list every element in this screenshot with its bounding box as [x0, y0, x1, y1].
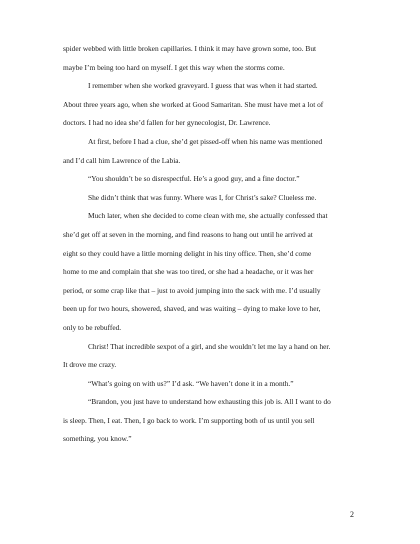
text-line: “You shouldn’t be so disrespectful. He’s a good guy, and a fine doctor.”: [88, 174, 300, 184]
text-line: Christ! That incredible sexpot of a girl, and she wouldn’t let me lay a hand on her.: [88, 341, 331, 351]
page-number: 2: [350, 510, 354, 519]
text-line: “Brandon, you just have to understand how exhausting this job is. All I want to do: [88, 397, 331, 407]
text-line: and I’d call him Lawrence of the Labia.: [63, 155, 181, 165]
text-line: maybe I’m being too hard on myself. I get this way when the storms come.: [63, 62, 285, 72]
text-line: she’d get off at seven in the morning, and find reasons to hang out until he arrived at: [63, 229, 313, 239]
text-line: About three years ago, when she worked at Good Samaritan. She must have met a lot of: [63, 99, 324, 109]
text-line: period, or some crap like that – just to avoid jumping into the sack with me. I’d usually: [63, 285, 321, 295]
text-line: only to be rebuffed.: [63, 322, 122, 332]
text-line: Much later, when she decided to come clean with me, she actually confessed that: [88, 211, 328, 221]
text-line: eight so they could have a little morning delight in his tiny office. Then, she’d come: [63, 248, 312, 258]
text-line: She didn’t think that was funny. Where was I, for Christ’s sake? Clueless me.: [88, 192, 317, 202]
text-line: something, you know.”: [63, 434, 132, 444]
text-line: home to me and complain that she was too tired, or she had a headache, or it was her: [63, 267, 314, 277]
text-line: At first, before I had a clue, she’d get pissed-off when his name was mentioned: [88, 136, 323, 146]
text-line: doctors. I had no idea she’d fallen for her gynecologist, Dr. Lawrence.: [63, 118, 271, 128]
text-line: is sleep. Then, I eat. Then, I go back to work. I’m supporting both of us until you sell: [63, 415, 315, 425]
text-line: It drove me crazy.: [63, 360, 117, 370]
text-line: been up for two hours, showered, shaved, and was waiting – dying to make love to her,: [63, 304, 321, 314]
text-line: “What’s going on with us?” I’d ask. “We haven’t done it in a month.”: [88, 378, 294, 388]
body-text: [63, 40, 363, 449]
text-line: spider webbed with little broken capillaries. I think it may have grown some, too. But: [63, 44, 317, 53]
text-line: I remember when she worked graveyard. I guess that was when it had started.: [88, 81, 318, 91]
